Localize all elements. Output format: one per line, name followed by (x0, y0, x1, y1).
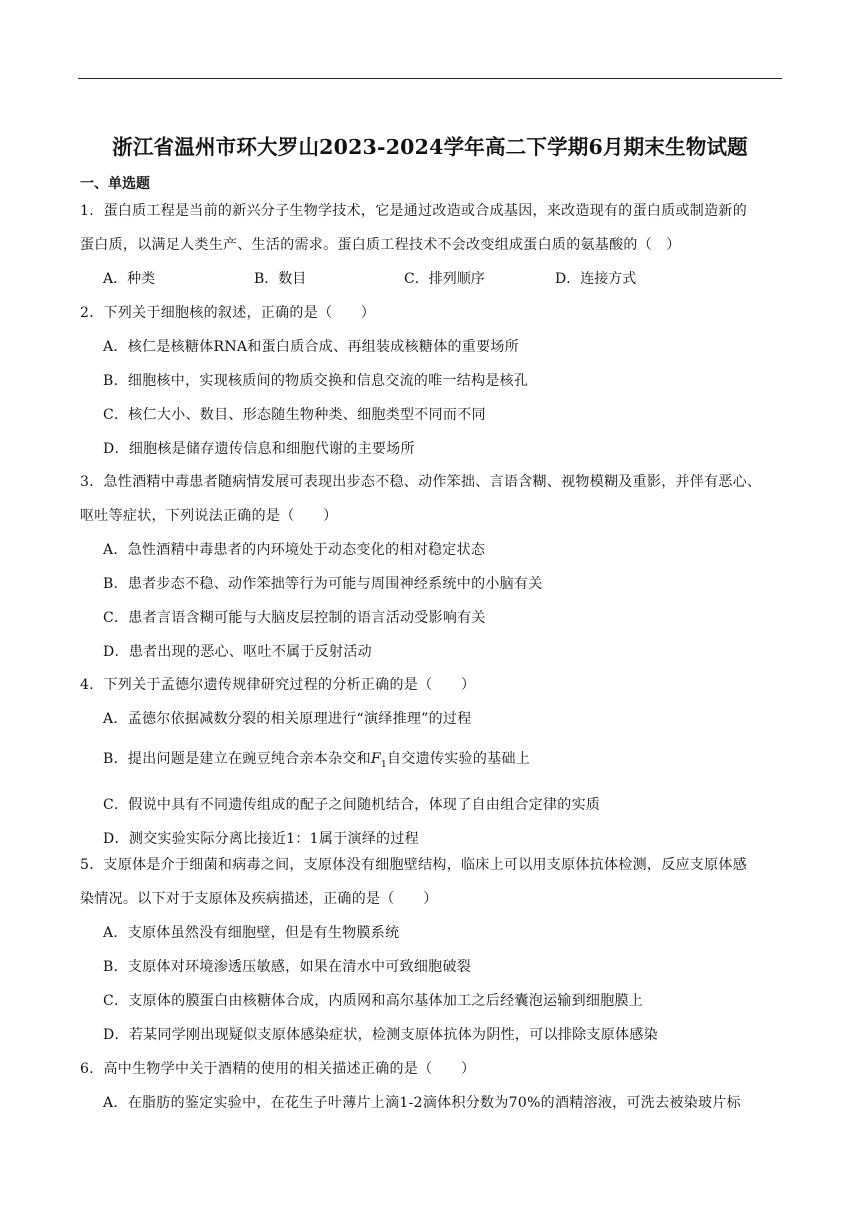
question-3 (80, 465, 784, 669)
option-b: B．患者步态不稳、动作笨拙等行为可能与周围神经系统中的小脑有关 (103, 576, 543, 592)
option-b-text-start: B．提出问题是建立在豌豆纯合亲本杂交和 (103, 751, 371, 767)
option-d: D．患者出现的恶心、呕吐不属于反射活动 (103, 644, 372, 660)
option-b-text-end: 自交遗传实验的基础上 (387, 751, 531, 767)
option-a: A．核仁是核糖体RNA和蛋白质合成、再组装成核糖体的重要场所 (103, 339, 520, 355)
option-b: B．数目 (254, 271, 307, 287)
option-b (80, 736, 784, 788)
option-row (80, 262, 784, 296)
option-a: A．在脂肪的鉴定实验中，在花生子叶薄片上滴1-2滴体积分数为70%的酒精溶液，可洗去被染玻片标 (103, 1095, 741, 1111)
page-title: 浙江省温州市环大罗山2023-2024学年高二下学期6月期末生物试题 (112, 135, 748, 159)
option-c: C．患者言语含糊可能与大脑皮层控制的语言活动受影响有关 (103, 610, 486, 626)
option-a: A．支原体虽然没有细胞壁，但是有生物膜系统 (103, 925, 400, 941)
question-stem-line: 5．支原体是介于细菌和病毒之间，支原体没有细胞壁结构，临床上可以用支原体抗体检测，反应支原体感 (80, 857, 748, 873)
f-subscript: 1 (381, 759, 388, 770)
question-stem-line: 染情况。以下对于支原体及疾病描述，正确的是（ ） (80, 891, 438, 907)
option-d: D．若某同学刚出现疑似支原体感染症状，检测支原体抗体为阴性，可以排除支原体感染 (103, 1027, 658, 1043)
option-c: C．核仁大小、数目、形态随生物种类、细胞类型不同而不同 (103, 407, 486, 423)
question-stem-line: 2．下列关于细胞核的叙述，正确的是（ ） (80, 305, 376, 321)
question-stem-line: 3．急性酒精中毒患者随病情发展可表现出步态不稳、动作笨拙、言语含糊、视物模糊及重影，并伴有恶心、 (80, 474, 762, 490)
option-d: D．测交实验实际分离比接近1：1属于演绎的过程 (103, 830, 419, 847)
f-symbol: F (371, 751, 382, 767)
header-rule (78, 78, 782, 79)
question-stem-line: 1．蛋白质工程是当前的新兴分子生物学技术，它是通过改造或合成基因，来改造现有的蛋白质或制造新的 (80, 203, 748, 219)
option-a: A．孟德尔依据减数分裂的相关原理进行“演绎推理”的过程 (103, 711, 472, 727)
option-c: C．假说中具有不同遗传组成的配子之间随机结合，体现了自由组合定律的实质 (103, 796, 601, 813)
question-stem-line: 4．下列关于孟德尔遗传规律研究过程的分析正确的是（ ） (80, 677, 476, 693)
option-d: D．连接方式 (555, 271, 637, 287)
question-6 (80, 1052, 784, 1120)
f1-generation-symbol (371, 751, 388, 770)
option-a: A．种类 (103, 271, 156, 287)
question-stem-line: 蛋白质，以满足人类生产、生活的需求。蛋白质工程技术不会改变组成蛋白质的氨基酸的（ ） (80, 237, 681, 253)
question-1 (80, 194, 784, 296)
question-stem-line: 6．高中生物学中关于酒精的使用的相关描述正确的是（ ） (80, 1061, 476, 1077)
option-b: B．支原体对环境渗透压敏感，如果在清水中可致细胞破裂 (103, 959, 472, 975)
question-4 (80, 668, 784, 856)
option-c: C．排列顺序 (404, 271, 485, 287)
option-d: D．细胞核是储存遗传信息和细胞代谢的主要场所 (103, 441, 415, 457)
option-b: B．细胞核中，实现核质间的物质交换和信息交流的唯一结构是核孔 (103, 373, 529, 389)
option-a: A．急性酒精中毒患者的内环境处于动态变化的相对稳定状态 (103, 542, 486, 558)
section-heading: 一、单选题 (80, 176, 150, 192)
question-stem-line: 呕吐等症状，下列说法正确的是（ ） (80, 508, 338, 524)
question-2 (80, 296, 784, 466)
question-5 (80, 848, 784, 1052)
option-c: C．支原体的膜蛋白由核糖体合成，内质网和高尔基体加工之后经囊泡运输到细胞膜上 (103, 993, 644, 1009)
